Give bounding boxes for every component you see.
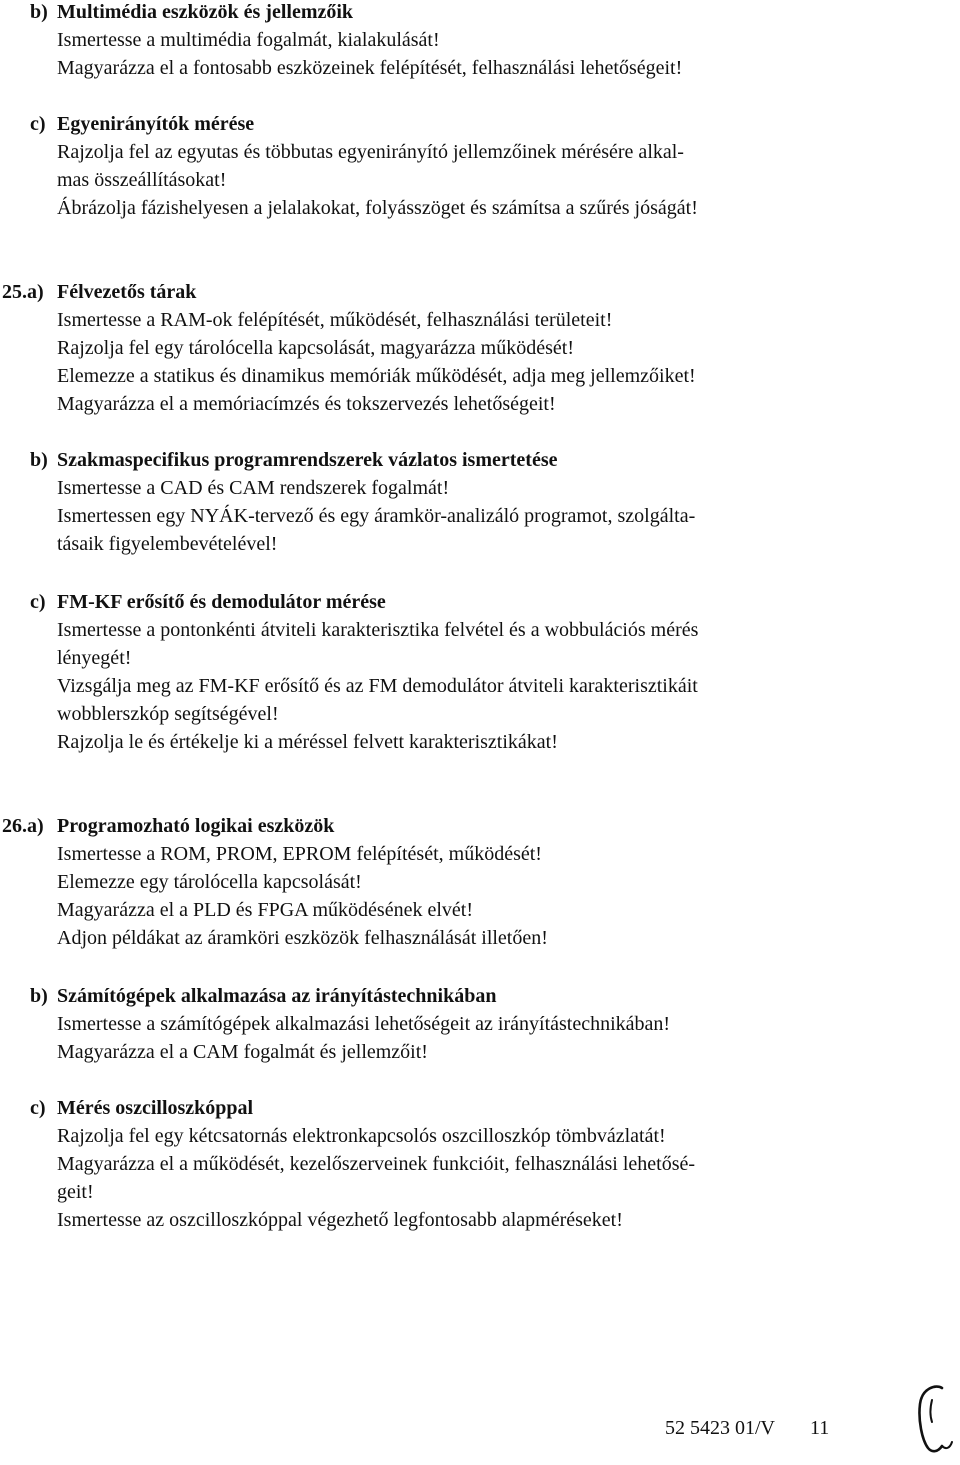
section-line: Ismertesse a RAM-ok felépítését, működését, felhasználási területeit!	[57, 309, 613, 331]
section-title: Szakmaspecifikus programrendszerek vázlatos ismertetése	[57, 449, 558, 471]
section-line: Rajzolja le és értékelje ki a méréssel felvett karakterisztikákat!	[57, 731, 558, 753]
section-line: Ismertessen egy NYÁK-tervező és egy áramkör-analizáló programot, szolgálta-	[57, 505, 696, 527]
section-line: Ismertesse a multimédia fogalmát, kialakulását!	[57, 29, 440, 51]
section-line: Rajzolja fel egy kétcsatornás elektronkapcsolós oszcilloszkóp tömbvázlatát!	[57, 1125, 666, 1147]
section-line: Magyarázza el a memóriacímzés és tokszervezés lehetőségeit!	[57, 393, 556, 415]
section-line: Magyarázza el a CAM fogalmát és jellemzőit!	[57, 1041, 428, 1063]
section-label: b)	[30, 1, 48, 23]
section-title: Félvezetős tárak	[57, 281, 197, 303]
section-line: Ismertesse a pontonkénti átviteli karakterisztika felvétel és a wobbulációs mérés	[57, 619, 699, 641]
section-line: Ábrázolja fázishelyesen a jelalakokat, folyásszöget és számítsa a szűrés jóságát!	[57, 197, 698, 219]
section-line: Vizsgálja meg az FM-KF erősítő és az FM demodulátor átviteli karakterisztikáit	[57, 675, 698, 697]
section-label: 26.a)	[2, 815, 44, 837]
section-line: wobblerszkóp segítségével!	[57, 703, 279, 725]
section-title: Számítógépek alkalmazása az irányítástechnikában	[57, 985, 497, 1007]
section-label: 25.a)	[2, 281, 44, 303]
section-line: Adjon példákat az áramköri eszközök felhasználását illetően!	[57, 927, 548, 949]
section-label: b)	[30, 985, 48, 1007]
section-title: Mérés oszcilloszkóppal	[57, 1097, 254, 1119]
section-label: c)	[30, 591, 46, 613]
section-line: lényegét!	[57, 647, 132, 669]
section-line: Rajzolja fel az egyutas és többutas egyenirányító jellemzőinek mérésére alkal-	[57, 141, 684, 163]
section-line: Ismertesse az oszcilloszkóppal végezhető legfontosabb alapméréseket!	[57, 1209, 623, 1231]
section-title: Multimédia eszközök és jellemzőik	[57, 1, 354, 23]
section-line: Elemezze egy tárolócella kapcsolását!	[57, 871, 362, 893]
section-label: b)	[30, 449, 48, 471]
section-line: Ismertesse a ROM, PROM, EPROM felépítését, működését!	[57, 843, 542, 865]
signature-mark	[912, 1382, 956, 1456]
section-line: Ismertesse a CAD és CAM rendszerek fogalmát!	[57, 477, 450, 499]
section-line: Elemezze a statikus és dinamikus memóriák működését, adja meg jellemzőiket!	[57, 365, 696, 387]
section-label: c)	[30, 1097, 46, 1119]
section-label: c)	[30, 113, 46, 135]
section-line: mas összeállításokat!	[57, 169, 227, 191]
section-title: Programozható logikai eszközök	[57, 815, 335, 837]
section-line: geit!	[57, 1181, 94, 1203]
section-title: Egyenirányítók mérése	[57, 113, 255, 135]
section-title: FM-KF erősítő és demodulátor mérése	[57, 591, 386, 613]
section-line: Magyarázza el a fontosabb eszközeinek felépítését, felhasználási lehetőségeit!	[57, 57, 683, 79]
section-line: Rajzolja fel egy tárolócella kapcsolását, magyarázza működését!	[57, 337, 574, 359]
section-line: Ismertesse a számítógépek alkalmazási lehetőségeit az irányítástechnikában!	[57, 1013, 671, 1035]
section-line: Magyarázza el a PLD és FPGA működésének elvét!	[57, 899, 473, 921]
section-line: tásaik figyelembevételével!	[57, 533, 278, 555]
page-number: 11	[810, 1417, 830, 1439]
footer-code: 52 5423 01/V	[665, 1417, 775, 1439]
section-line: Magyarázza el a működését, kezelőszerveinek funkcióit, felhasználási lehetősé-	[57, 1153, 696, 1175]
